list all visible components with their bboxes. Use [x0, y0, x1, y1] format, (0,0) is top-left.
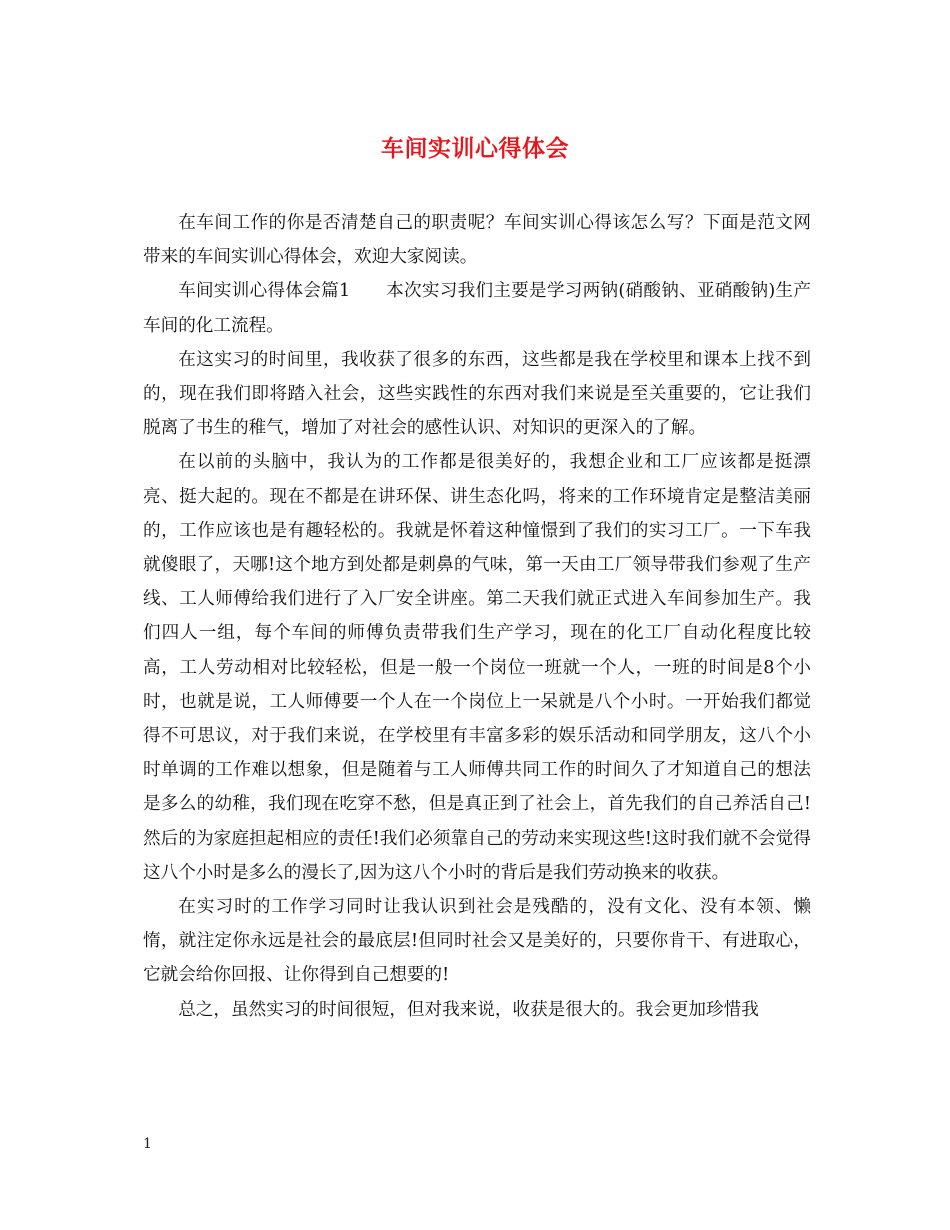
paragraph-conclusion: 总之，虽然实习的时间很短，但对我来说，收获是很大的。我会更加珍惜我 [178, 999, 759, 1020]
paragraph-intro: 在车间工作的你是否清楚自己的职责呢？车间实训心得该怎么写？下面是范文网带来的车间实训心得体会，欢迎大家阅读。 [143, 213, 811, 268]
paragraph-gains: 在这实习的时间里，我收获了很多的东西，这些都是我在学校里和课本上找不到的，现在我们即将踏入社会，这些实践性的东西对我们来说是至关重要的，它让我们脱离了书生的稚气，增加了对社会的感性认识、对知识的更深入的了解。 [143, 349, 811, 439]
document-body [143, 206, 811, 1027]
paragraph-society: 在实习时的工作学习同时让我认识到社会是残酷的，没有文化、没有本领、懒惰，就注定你永远是社会的最底层!但同时社会又是美好的，只要你肯干、有进取心，它就会给你回报、让你得到自己想要的! [143, 897, 811, 986]
paragraph-experience: 在以前的头脑中，我认为的工作都是很美好的，我想企业和工厂应该都是挺漂亮、挺大起的。现在不都是在讲环保、讲生态化吗，将来的工作环境肯定是整洁美丽的，工作应该也是有趣轻松的。我就是怀着这种憧憬到了我们的实习工厂。一下车我就傻眼了，天哪!这个地方到处都是刺鼻的气味，第一天由工厂领导带我们参观了生产线、工人师傅给我们进行了入厂安全讲座。第二天我们就正式进入车间参加生产。我们四人一组，每个车间的师傅负责带我们生产学习，现在的化工厂自动化程度比较高，工人劳动相对比较轻松，但是一般一个岗位一班就一个人，一班的时间是8个小时，也就是说，工人师傅要一个人在一个岗位上一呆就是八个小时。一开始我们都觉得不可思议，对于我们来说，在学校里有丰富多彩的娱乐活动和同学朋友，这八个小时单调的工作难以想象，但是随着与工人师傅共同工作的时间久了才知道自己的想法是多么的幼稚，我们现在吃穿不愁，但是真正到了社会上，首先我们的自己养活自己!然后的为家庭担起相应的责任!我们必须靠自己的劳动来实现这些!这时我们就不会觉得这八个小时是多么的漫长了,因为这八个小时的背后是我们劳动换来的收获。 [143, 452, 811, 883]
paragraph-section-1: 车间实训心得体会篇1 本次实习我们主要是学习两钠(硝酸钠、亚硝酸钠)生产车间的化工流程。 [143, 281, 811, 336]
page-number: 1 [143, 1136, 152, 1152]
document-title: 车间实训心得体会 [381, 135, 569, 162]
